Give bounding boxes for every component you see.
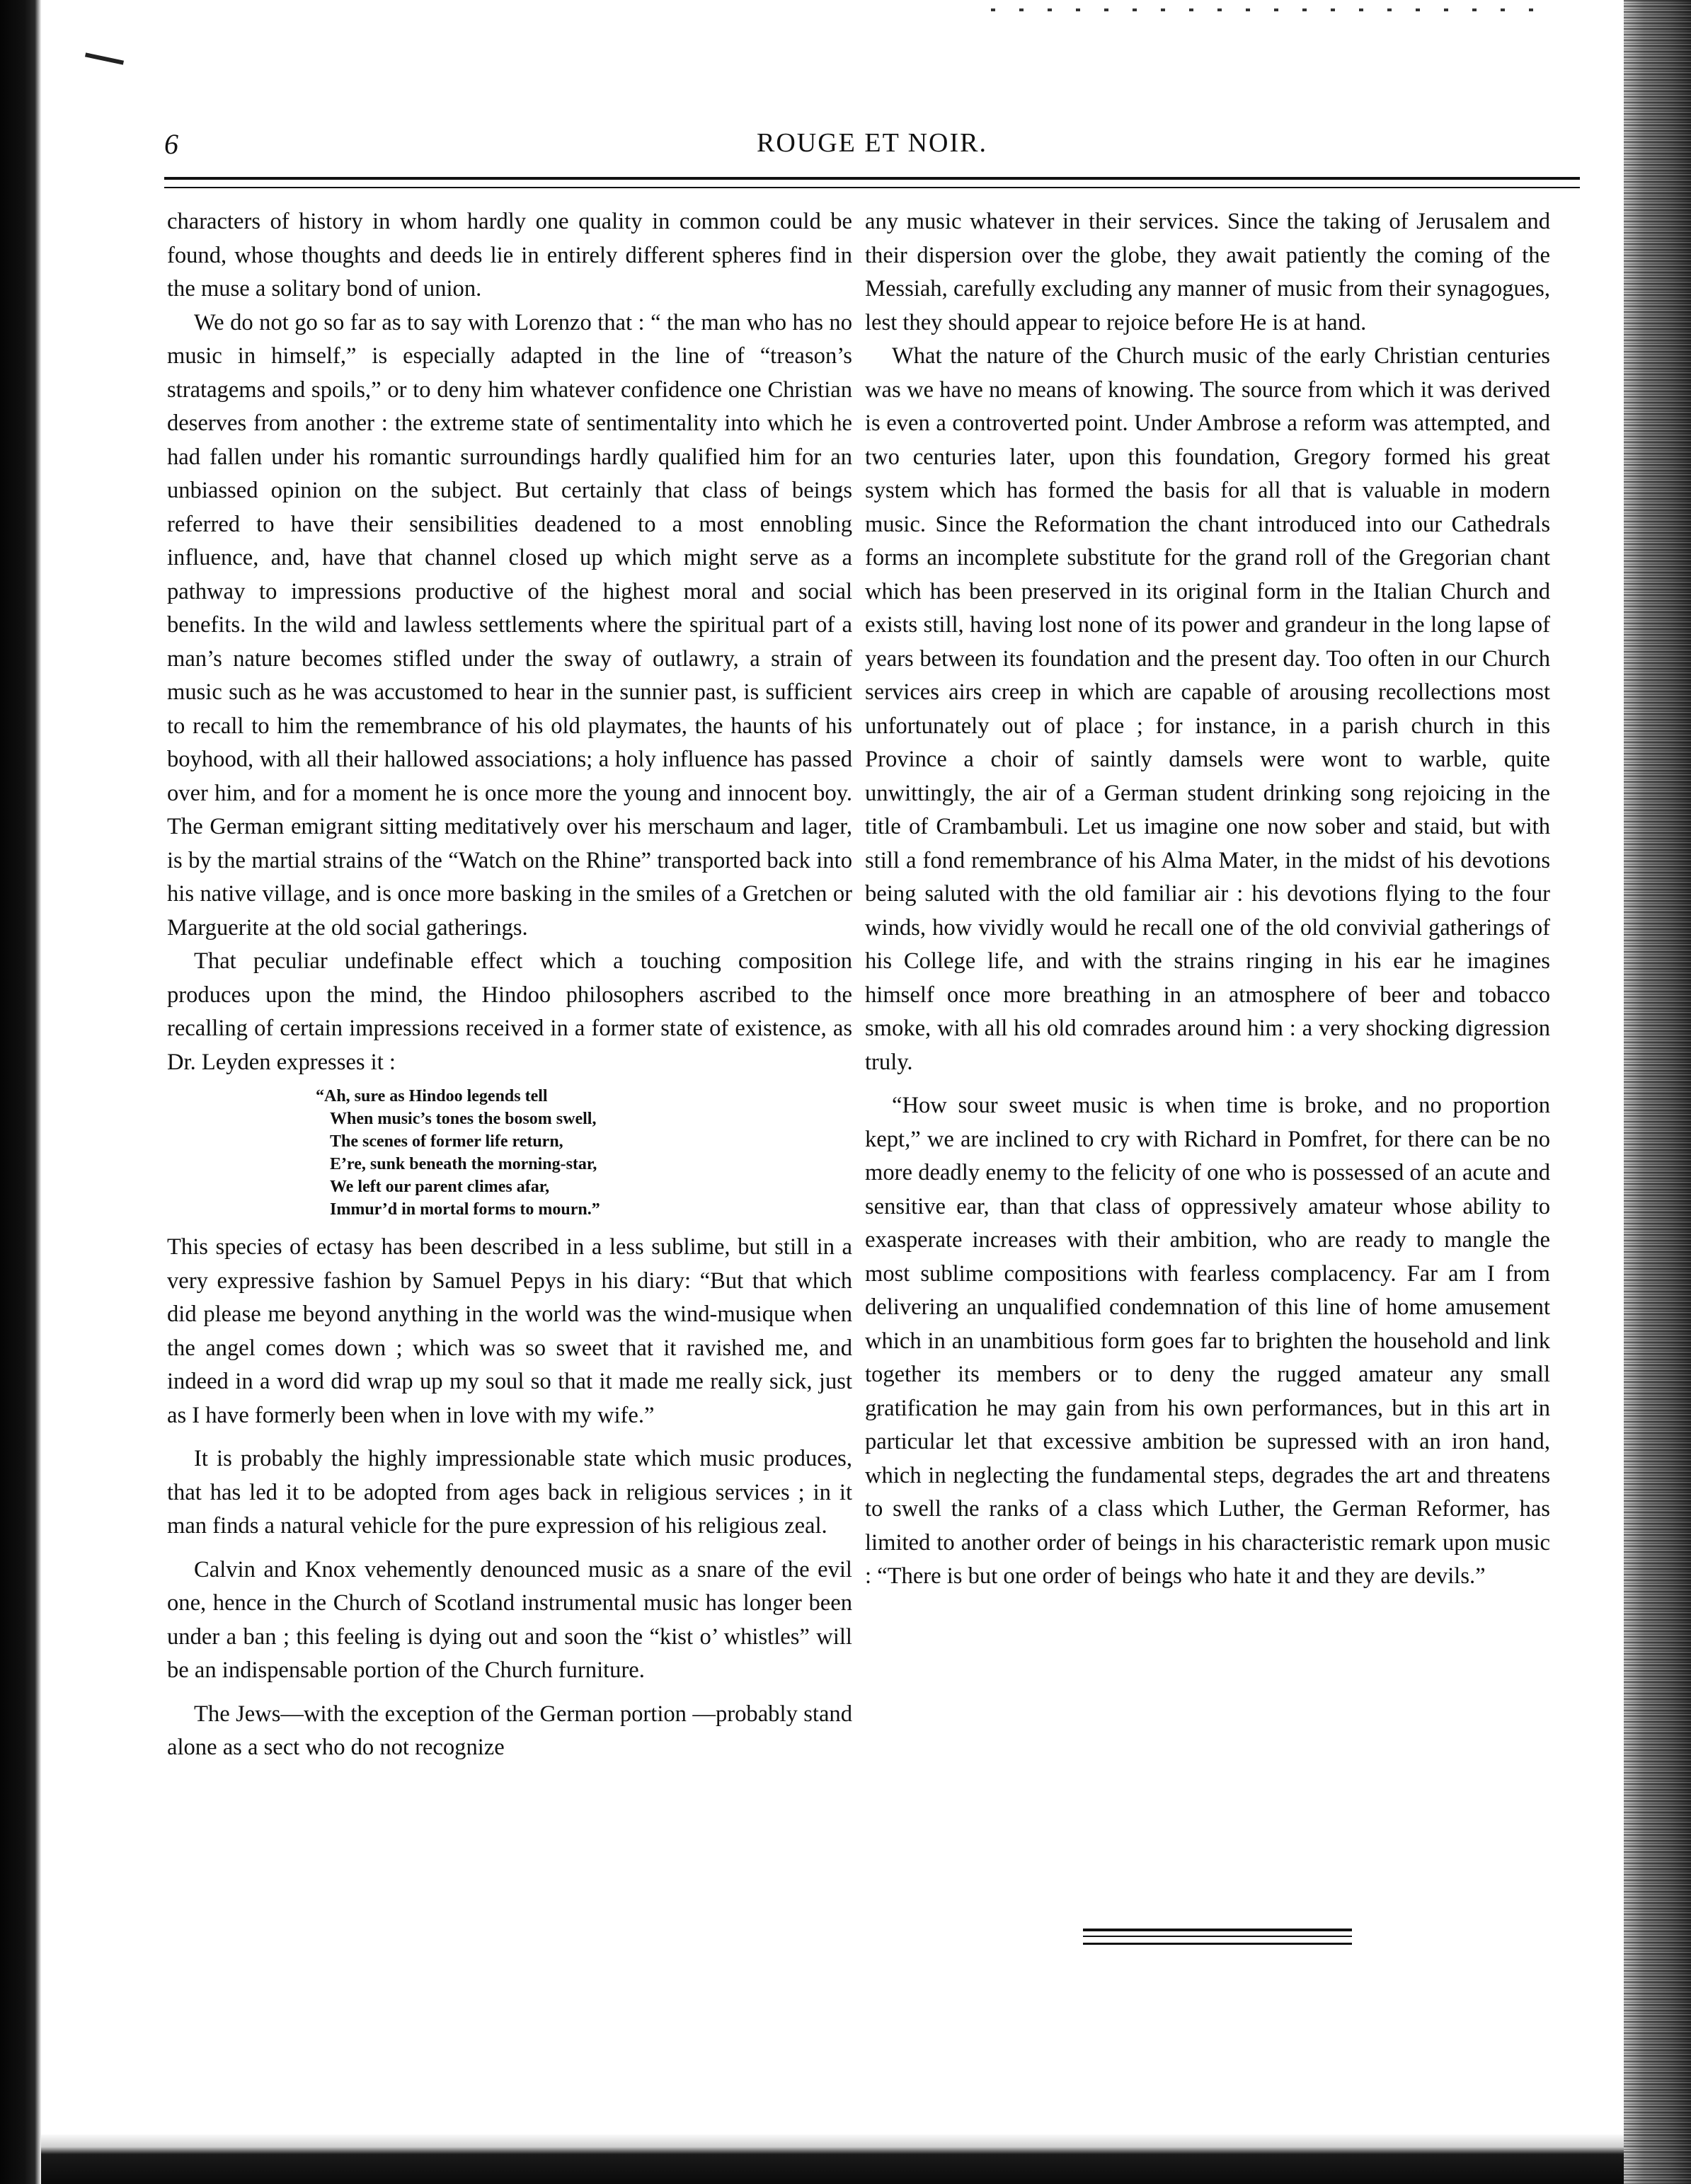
running-head xyxy=(164,119,1580,168)
scan-binding-left-edge xyxy=(0,0,41,2184)
paragraph: characters of history in whom hardly one quality in common could be found, whose thoughts and deeds lie in entirely different spheres find in the muse a solitary bond of union. xyxy=(167,209,852,301)
paragraph: Calvin and Knox vehemently denounced music as a snare of the evil one, hence in the Church of Scotland instrumental music has longer been under a ban ; this feeling is dying out and soon the “kist o’ whistles” will be an indispensable portion of the Church furniture. xyxy=(167,1556,852,1683)
page-number: 6 xyxy=(164,128,178,160)
paragraph: That peculiar undefinable effect which a touching composition produces upon the mind, the Hindoo philosophers ascribed to the recalling of certain impressions received in a former state of existence, as Dr. Leyden expresses it : xyxy=(167,948,852,1075)
paragraph: We do not go so far as to say with Lorenzo that : “ the man who has no music in himself,” is especially adapted in the line of “treason’s stratagems and spoils,” or to deny him whatever confidence one Christian deserves from another : the extreme state of sentimentality into which he had fallen under his romantic surroundings hardly qualified him for an unbiassed opinion on the subject. But certainly that class of beings referred to have their sensibilities deadened to a most ennobling influence, and, have that channel closed up which might serve as a pathway to impressions productive of the highest moral and social benefits. In the wild and lawless settlements where the spiritual part of a man’s nature becomes stifled under the sway of outlawry, a strain of music such as he was accustomed to hear in the sunnier past, is sufficient to recall to him the remembrance of his old playmates, the haunts of his boyhood, with all their hallowed associations; a holy influence has passed over him, and for a moment he is once more the young and innocent boy. The German emigrant sitting meditatively over his merschaum and lager, is by the martial strains of the “Watch on the Rhine” transported back into his native village, and is once more basking in the smiles of a Gretchen or Marguerite at the old social gatherings. xyxy=(167,309,852,941)
end-of-article-rule xyxy=(1083,1929,1352,1945)
scan-binding-right-edge xyxy=(1624,0,1691,2184)
poem-line: “Ah, sure as Hindoo legends tell xyxy=(316,1087,548,1105)
poem-line: The scenes of former life return, xyxy=(330,1132,563,1151)
poem-line: Immur’d in mortal forms to mourn.” xyxy=(330,1200,600,1219)
header-double-rule xyxy=(164,177,1580,188)
scan-bottom-edge xyxy=(41,2134,1624,2184)
paragraph: What the nature of the Church music of the early Christian centuries was we have no means of knowing. The source from which it was derived is even a controverted point. Under Ambrose a reform was attempted, and two centuries later, upon this foundation, Gregory formed his great system which has formed the basis for all that is valuable in modern music. Since the Reformation the chant introduced into our Cathedrals forms an incomplete substitute for the grand roll of the Gregorian chant which has been preserved in its original form in the Italian Church and exists still, having lost none of its power and grandeur in the long lapse of years between its foundation and the present day. Too often in our Church services airs creep in which are capable of arousing recollections most unfortunately out of place ; for instance, in a parish church in this Province a choir of saintly damsels were wont to warble, quite unwittingly, the air of a German student drinking song rejoicing in the title of Crambambuli. Let us imagine one now sober and staid, but with still a fond remembrance of his Alma Mater, in the midst of his devotions being saluted with the old familiar air : his devotions flying to the four winds, how vividly would he recall one of the old convivial gatherings of his College life, and with the strains ringing in his ear he imagines himself once more breathing in an atmosphere of beer and tobacco smoke, with all his old comrades around him : a very shocking digression truly. xyxy=(865,343,1550,1075)
scan-mark xyxy=(85,52,124,64)
running-title: ROUGE ET NOIR. xyxy=(756,128,987,158)
poem-line: We left our parent climes afar, xyxy=(330,1178,550,1196)
paragraph: It is probably the highly impressionable state which music produces, that has led it to be adopted from ages back in religious services ; in it man finds a natural vehicle for the pure expression of his religious zeal. xyxy=(167,1446,852,1539)
paragraph: The Jews—with the exception of the German portion —probably stand alone as a sect who do not recognize xyxy=(167,1701,852,1760)
paragraph: any music whatever in their services. Since the taking of Jerusalem and their dispersion over the globe, they await patiently the coming of the Messiah, carefully excluding any manner of music from their synagogues, lest they should appear to rejoice before He is at hand. xyxy=(865,209,1550,335)
poem-quotation xyxy=(316,1085,852,1221)
left-column xyxy=(167,205,852,1765)
paragraph: This species of ectasy has been described in a less sublime, but still in a very expressive fashion by Samuel Pepys in his diary: “But that which did please me beyond anything in the world was the wind-musique when the angel comes down ; which was so sweet that it ravished me, and indeed in a word did wrap up my soul so that it made me really sick, just as I have formerly been when in love with my wife.” xyxy=(167,1234,852,1428)
scan-speckle xyxy=(991,8,1557,11)
right-column xyxy=(865,205,1550,1594)
poem-line: E’re, sunk beneath the morning-star, xyxy=(330,1155,597,1173)
poem-line: When music’s tones the bosom swell, xyxy=(330,1110,597,1128)
paragraph: “How sour sweet music is when time is broke, and no proportion kept,” we are inclined to cry with Richard in Pomfret, for there can be no more deadly enemy to the felicity of one who is possessed of an acute and sensitive ear, than that class of oppressively amateur whose ability to exasperate increases with their ambition, who are ready to mangle the most sublime compositions with fearless complacency. Far am I from delivering an unqualified condemnation of this line of home amusement which in an unambitious form goes far to brighten the household and link together its members or to deny the rugged amateur any small gratification he may gain from his own performances, but in this art in particular let that excessive ambition be supressed with an iron hand, which in neglecting the fundamental steps, degrades the art and threatens to swell the ranks of a class which Luther, the German Reformer, has limited to another order of beings in his characteristic remark upon music : “There is but one order of beings who hate it and they are devils.” xyxy=(865,1093,1550,1589)
